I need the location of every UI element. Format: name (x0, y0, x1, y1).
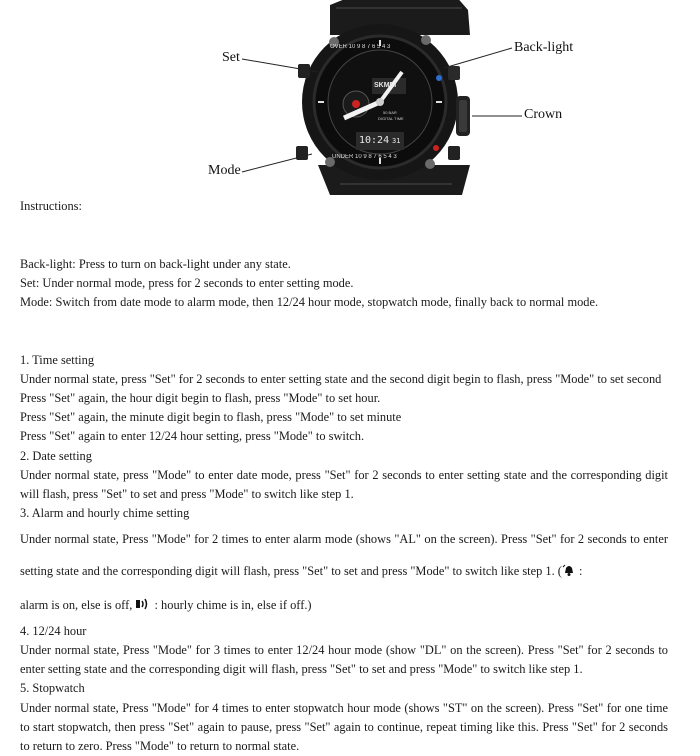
spacer (20, 331, 668, 350)
instructions (20, 197, 668, 756)
section-12-24-title: 4. 12/24 hour (20, 623, 87, 638)
watch-figure (0, 0, 700, 195)
spacer (20, 235, 668, 254)
bezel-bottom-text: UNDER 10 9 8 7 6 5 4 3 (332, 154, 397, 160)
chime-icon (135, 590, 151, 622)
time-setting-step-1: Under normal state, press "Set" for 2 seconds to enter setting state and the second digit begin to flash, press "Mode" to set second (20, 371, 662, 386)
hour-format-step: Under normal state, Press "Mode" for 3 times to enter 12/24 hour mode (show "DL" on the screen). Press "Set" for 2 seconds to enter setting state and the corresponding digit will flash, press "Set" to set and press "Mode" to switch like step 1. (20, 642, 668, 677)
instructions-heading: Instructions: (20, 199, 82, 213)
callout-mode: Mode (208, 163, 241, 178)
digital-seconds-display: 31 (392, 137, 401, 145)
time-setting-step-2: Press "Set" again, the hour digit begin to flash, press "Mode" to set hour. (20, 390, 381, 405)
alarm-setting-step (20, 523, 668, 588)
stopwatch-step: Under normal state, Press "Mode" for 4 times to enter stopwatch hour mode (shows "ST" on the screen). Press "Set" for one time to start stopwatch, then press "Set" again to pause, press "Set" again to continue, repeat timing like this. Press "Set" for 2 seconds to return to zero. Press "Mode" to return to normal state. (20, 700, 668, 753)
alarm-setting-text: Under normal state, Press "Mode" for 2 times to enter alarm mode (shows "AL" on the screen). Press "Set" for 2 seconds to enter setting state and the corresponding digit will flash, press "Set" to set and press "Mode" to switch like step 1. ( (20, 532, 668, 579)
alarm-icon-colon: : (579, 564, 583, 579)
section-time-setting-title: 1. Time setting (20, 352, 95, 367)
alarm-bell-icon (562, 557, 576, 589)
callout-crown: Crown (524, 107, 563, 122)
callout-set: Set (222, 50, 240, 65)
set-description: Set: Under normal mode, press for 2 seconds to enter setting mode. (20, 275, 354, 290)
time-setting-step-4: Press "Set" again to enter 12/24 hour setting, press "Mode" to switch. (20, 429, 365, 444)
back-light-description: Back-light: Press to turn on back-light under any state. (20, 256, 291, 271)
section-date-setting-title: 2. Date setting (20, 448, 92, 463)
digital-time-display: 10:24 (359, 135, 390, 146)
watch-illustration (0, 0, 700, 195)
chime-note: : hourly chime is in, else if off.) (154, 597, 312, 612)
dial-subtext-2: DIGITAL TIME (378, 116, 404, 121)
section-stopwatch-title: 5. Stopwatch (20, 681, 85, 696)
bezel-top-text: OVER 10 9 8 7 6 5 4 3 (330, 44, 391, 50)
alarm-chime-note (20, 589, 668, 622)
section-alarm-title: 3. Alarm and hourly chime setting (20, 506, 190, 521)
alarm-on-note: alarm is on, else is off, (20, 597, 133, 612)
callout-back-light: Back-light (514, 40, 574, 55)
date-setting-step: Under normal state, press "Mode" to enter date mode, press "Set" for 2 seconds to enter setting state and the corresponding digit will flash, press "Set" to set and press "Mode" to switch like step 1. (20, 467, 668, 501)
dial-subtext-1: 50 BAR (383, 110, 397, 115)
time-setting-step-3: Press "Set" again, the minute digit begin to flash, press "Mode" to set minute (20, 410, 402, 425)
spacer (20, 216, 668, 235)
spacer (20, 312, 668, 331)
brand-logo: SKMEI (374, 82, 397, 89)
mode-description: Mode: Switch from date mode to alarm mode, then 12/24 hour mode, stopwatch mode, finally back to normal mode. (20, 294, 599, 309)
